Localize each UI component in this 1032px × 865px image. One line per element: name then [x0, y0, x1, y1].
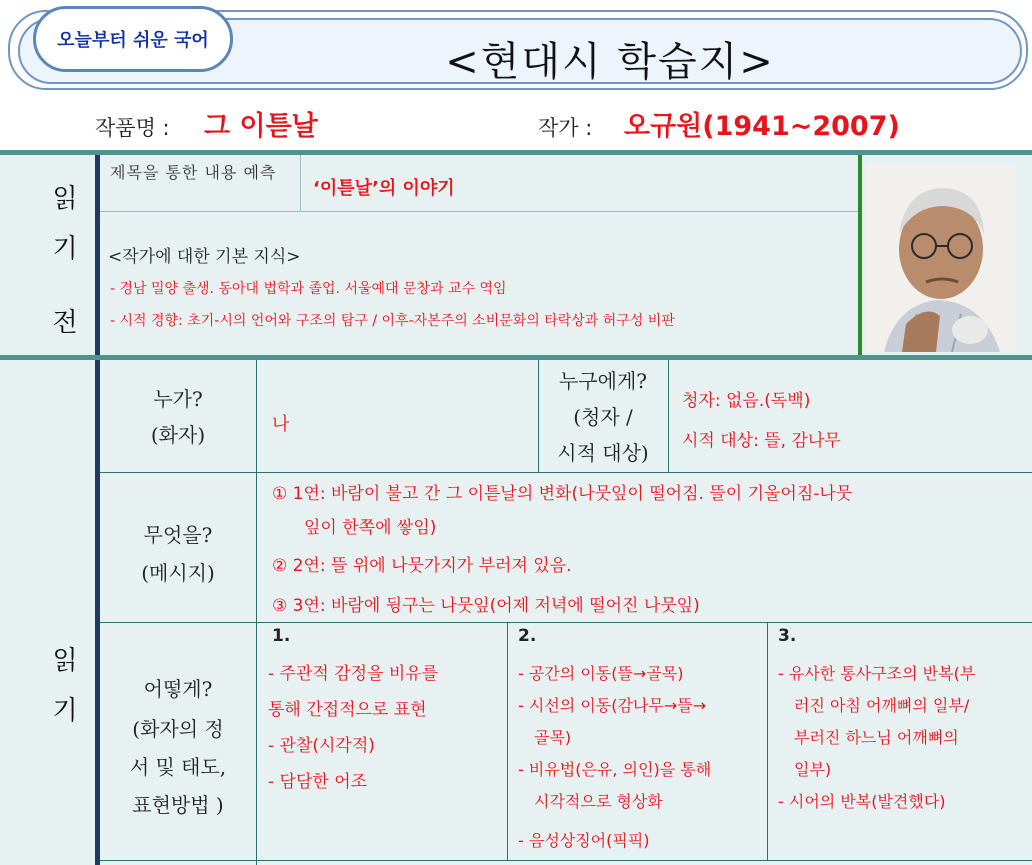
grid-vline-1	[256, 360, 257, 865]
portrait-border	[858, 155, 862, 355]
who-value: 나	[272, 414, 290, 435]
author-label: 작가 :	[538, 116, 593, 140]
work-label: 작품명 :	[95, 116, 170, 140]
col1-number: 1.	[272, 626, 291, 646]
pre-side-label-3: 전	[52, 308, 78, 338]
author-info-line-2: - 시적 경향: 초기-시의 언어와 구조의 탐구 / 이후-자본주의 소비문화의 타락상과 허구성 비판	[110, 313, 675, 329]
col2-line-6: - 음성상징어(픽픽)	[518, 831, 650, 850]
how-sub-1: (화자의 정	[132, 717, 224, 741]
grid-vline-5	[767, 622, 768, 860]
col3-number: 3.	[778, 626, 797, 646]
reading-side-label-1: 읽	[52, 646, 78, 676]
how-label: 어떻게?	[143, 677, 213, 701]
predict-value: ‘이튿날’의 이야기	[313, 178, 455, 199]
what-sub: (메시지)	[141, 561, 215, 585]
author-portrait	[866, 164, 1016, 352]
what-item-1-cont: 잎이 한쪽에 쌓임)	[304, 518, 437, 538]
work-title: 그 이튿날	[204, 111, 318, 142]
brand-badge: 오늘부터 쉬운 국어	[33, 6, 233, 72]
col3-line-5: - 시어의 반복(발견했다)	[778, 792, 946, 811]
to-whom-label-1: 누구에게?	[558, 369, 647, 393]
col2-line-1: - 공간의 이동(뜰→골목)	[518, 664, 684, 683]
what-item-1: ① 1연: 바람이 불고 간 그 이튿날의 변화(나뭇잎이 떨어짐. 뜰이 기울어짐-나뭇	[272, 484, 853, 504]
col2-number: 2.	[518, 626, 537, 646]
col2-line-3: 골목)	[534, 728, 572, 747]
grid-hline-3	[100, 860, 1032, 861]
col3-line-2: 러진 아침 어깨뼈의 일부/	[794, 696, 970, 715]
page-title: <현대시 학습지>	[445, 39, 775, 85]
what-label: 무엇을?	[143, 523, 213, 547]
to-whom-label-3: 시적 대상)	[557, 441, 649, 465]
col3-line-4: 일부)	[794, 760, 832, 779]
to-whom-label-2: (청자 /	[573, 405, 633, 429]
col1-line-1: - 주관적 감정을 비유를	[268, 664, 439, 684]
author-info-title: <작가에 대한 기본 지식>	[108, 247, 301, 267]
how-sub-3: 표현방법 )	[132, 793, 224, 817]
col2-line-4: - 비유법(은유, 의인)을 통해	[518, 760, 712, 779]
grid-vline-3	[668, 360, 669, 472]
col2-line-5: 시각적으로 형상화	[534, 792, 663, 811]
what-item-2: ② 2연: 뜰 위에 나뭇가지가 부러져 있음.	[272, 556, 572, 576]
grid-vline-4	[507, 622, 508, 860]
predict-col-divider	[300, 155, 301, 212]
grid-hline-1	[100, 472, 1032, 473]
grid-hline-2	[100, 622, 1032, 623]
pre-side-label-2: 기	[52, 234, 78, 264]
how-sub-2: 서 및 태도,	[129, 755, 227, 779]
reading-side-label-2: 기	[52, 696, 78, 726]
col1-line-4: - 담담한 어조	[268, 772, 368, 792]
section-divider	[0, 355, 1032, 360]
what-item-3: ③ 3연: 바람에 뒹구는 나뭇잎(어제 저녁에 떨어진 나뭇잎)	[272, 596, 700, 616]
col2-line-2: - 시선의 이동(감나무→뜰→	[518, 696, 707, 715]
who-sub: (화자)	[150, 423, 206, 447]
who-label: 누가?	[153, 387, 203, 411]
author-value: 오규원(1941~2007)	[624, 111, 900, 142]
predict-label: 제목을 통한 내용 예측	[110, 163, 277, 182]
col1-line-2: 통해 간접적으로 표현	[268, 700, 427, 720]
pre-side-label-1: 읽	[52, 184, 78, 214]
col3-line-1: - 유사한 통사구조의 반복(부	[778, 664, 976, 683]
col3-line-3: 부러진 하느님 어깨뼈의	[794, 728, 959, 747]
col1-line-3: - 관찰(시각적)	[268, 736, 375, 756]
author-info-line-1: - 경남 밀양 출생. 동아대 법학과 졸업. 서울예대 문창과 교수 역임	[110, 281, 507, 297]
to-whom-value-2: 시적 대상: 뜰, 감나무	[682, 431, 841, 451]
to-whom-value-1: 청자: 없음.(독백)	[682, 391, 811, 411]
